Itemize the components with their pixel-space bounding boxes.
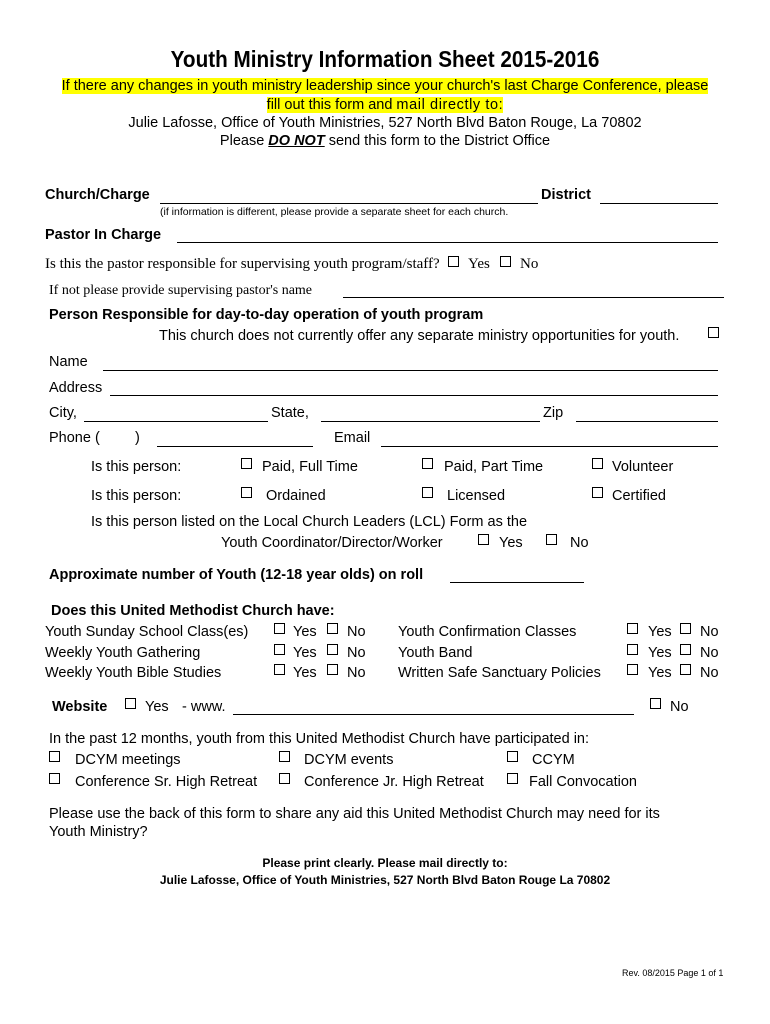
- ccym-label: CCYM: [532, 752, 575, 768]
- state-label: State,: [271, 405, 309, 421]
- lcl-yes-label: Yes: [499, 535, 523, 551]
- licensed-checkbox[interactable]: [422, 487, 433, 498]
- pastor-label: Pastor In Charge: [45, 227, 162, 243]
- program-left-1-yes-checkbox[interactable]: [274, 623, 285, 634]
- program-right-2-no-label: No: [700, 645, 719, 661]
- program-right-3-yes-checkbox[interactable]: [627, 664, 638, 675]
- program-left-1-yes-label: Yes: [293, 624, 317, 640]
- supervise-no-checkbox[interactable]: [500, 256, 511, 267]
- notice-line-1: [44, 78, 726, 94]
- city-field[interactable]: [84, 421, 268, 422]
- do-not-send-emphasis: DO NOT: [268, 133, 325, 149]
- phone-field[interactable]: [157, 446, 313, 447]
- jr-high-retreat-label: Conference Jr. High Retreat: [304, 774, 484, 790]
- program-right-1-no-checkbox[interactable]: [680, 623, 691, 634]
- lcl-question-line-2: Youth Coordinator/Director/Worker: [221, 535, 443, 551]
- dcym-events-label: DCYM events: [304, 752, 394, 768]
- program-left-3-yes-checkbox[interactable]: [274, 664, 285, 675]
- program-right-1: Youth Confirmation Classes: [398, 624, 577, 640]
- is-this-person-label-2: Is this person:: [91, 488, 182, 504]
- district-label: District: [541, 187, 591, 203]
- paid-full-checkbox[interactable]: [241, 458, 252, 469]
- supervising-pastor-label: If not please provide supervising pastor's name: [49, 283, 313, 298]
- lcl-yes-checkbox[interactable]: [478, 534, 489, 545]
- church-charge-field[interactable]: [160, 203, 538, 204]
- supervise-question: Is this the pastor responsible for supervising youth program/staff?: [45, 256, 440, 272]
- paid-part-label: Paid, Part Time: [444, 459, 544, 475]
- program-right-2-yes-checkbox[interactable]: [627, 644, 638, 655]
- pastor-field[interactable]: [177, 242, 718, 243]
- notice-text-2b: mail directly to:: [396, 97, 504, 113]
- jr-high-retreat-checkbox[interactable]: [279, 773, 290, 784]
- program-right-2: Youth Band: [398, 645, 473, 661]
- paid-full-label: Paid, Full Time: [262, 459, 358, 475]
- sr-high-retreat-label: Conference Sr. High Retreat: [75, 774, 258, 790]
- program-left-2-no-checkbox[interactable]: [327, 644, 338, 655]
- programs-heading: Does this United Methodist Church have:: [51, 603, 335, 619]
- program-right-1-yes-checkbox[interactable]: [627, 623, 638, 634]
- zip-field[interactable]: [576, 421, 718, 422]
- website-no-checkbox[interactable]: [650, 698, 661, 709]
- phone-label: Phone (: [49, 430, 100, 446]
- footer-mail-address: Julie Lafosse, Office of Youth Ministries, 527 North Blvd Baton Rouge La 70802: [159, 873, 611, 887]
- person-heading: Person Responsible for day-to-day operation of youth program: [49, 307, 484, 323]
- page-title: Youth Ministry Information Sheet 2015-2016: [170, 46, 600, 72]
- program-left-2-yes-checkbox[interactable]: [274, 644, 285, 655]
- program-right-1-no-label: No: [700, 624, 719, 640]
- website-url-field[interactable]: [233, 714, 634, 715]
- program-left-2-no-label: No: [347, 645, 366, 661]
- ordained-checkbox[interactable]: [241, 487, 252, 498]
- lcl-no-checkbox[interactable]: [546, 534, 557, 545]
- notice-line-2: [0, 97, 770, 113]
- certified-label: Certified: [612, 488, 666, 504]
- church-charge-label: Church/Charge: [45, 187, 150, 203]
- lcl-no-label: No: [570, 535, 589, 551]
- program-left-1-no-label: No: [347, 624, 366, 640]
- program-right-2-no-checkbox[interactable]: [680, 644, 691, 655]
- email-label: Email: [334, 430, 371, 446]
- supervise-no-label: No: [520, 256, 539, 272]
- mailing-address: Julie Lafosse, Office of Youth Ministries, 527 North Blvd Baton Rouge, La 70802: [128, 115, 642, 131]
- fall-convocation-label: Fall Convocation: [529, 774, 637, 790]
- licensed-label: Licensed: [447, 488, 506, 504]
- certified-checkbox[interactable]: [592, 487, 603, 498]
- sr-high-retreat-checkbox[interactable]: [49, 773, 60, 784]
- city-label: City,: [49, 405, 77, 421]
- program-right-3: Written Safe Sanctuary Policies: [398, 665, 601, 681]
- address-field[interactable]: [110, 395, 718, 396]
- fall-convocation-checkbox[interactable]: [507, 773, 518, 784]
- youth-count-field[interactable]: [450, 582, 584, 583]
- zip-label: Zip: [543, 405, 564, 421]
- no-separate-ministry-checkbox[interactable]: [708, 327, 719, 338]
- program-right-2-yes-label: Yes: [648, 645, 672, 661]
- ordained-label: Ordained: [266, 488, 326, 504]
- program-right-3-no-label: No: [700, 665, 719, 681]
- program-left-3: Weekly Youth Bible Studies: [45, 665, 222, 681]
- state-field[interactable]: [321, 421, 540, 422]
- program-left-2-yes-label: Yes: [293, 645, 317, 661]
- supervising-pastor-field[interactable]: [343, 297, 724, 298]
- do-not-send-note: [0, 133, 770, 149]
- lcl-question-line-1: Is this person listed on the Local Church Leaders (LCL) Form as the: [91, 514, 528, 530]
- do-not-send-a: Please: [219, 133, 269, 149]
- back-note-line-2: Youth Ministry?: [49, 824, 148, 840]
- paid-part-checkbox[interactable]: [422, 458, 433, 469]
- supervise-yes-label: Yes: [468, 256, 490, 272]
- youth-count-label: Approximate number of Youth (12-18 year olds) on roll: [49, 567, 424, 583]
- volunteer-checkbox[interactable]: [592, 458, 603, 469]
- phone-close-paren: ): [135, 430, 140, 446]
- name-label: Name: [49, 354, 88, 370]
- program-right-3-yes-label: Yes: [648, 665, 672, 681]
- program-left-2: Weekly Youth Gathering: [45, 645, 201, 661]
- volunteer-label: Volunteer: [612, 459, 674, 475]
- church-note: (if information is different, please provide a separate sheet for each church.: [160, 206, 509, 218]
- notice-text-2a: fill out this form and: [266, 97, 397, 113]
- website-www-label: - www.: [182, 699, 226, 715]
- program-left-3-no-checkbox[interactable]: [327, 664, 338, 675]
- program-left-1: Youth Sunday School Class(es): [45, 624, 249, 640]
- dcym-events-checkbox[interactable]: [279, 751, 290, 762]
- district-field[interactable]: [600, 203, 718, 204]
- website-label: Website: [52, 699, 108, 715]
- do-not-send-c: send this form to the District Office: [324, 133, 551, 149]
- email-field[interactable]: [381, 446, 718, 447]
- program-left-3-no-label: No: [347, 665, 366, 681]
- website-yes-label: Yes: [145, 699, 169, 715]
- program-left-1-no-checkbox[interactable]: [327, 623, 338, 634]
- print-clearly-note: Please print clearly. Please mail directly to:: [262, 856, 508, 870]
- dcym-meetings-checkbox[interactable]: [49, 751, 60, 762]
- revision-note: Rev. 08/2015 Page 1 of 1: [622, 968, 724, 978]
- name-field[interactable]: [103, 370, 718, 371]
- dcym-meetings-label: DCYM meetings: [75, 752, 181, 768]
- notice-text-1: If there any changes in youth ministry leadership since your church's last Charge Conference, please: [61, 78, 709, 94]
- program-left-3-yes-label: Yes: [293, 665, 317, 681]
- program-right-3-no-checkbox[interactable]: [680, 664, 691, 675]
- back-note-line-1: Please use the back of this form to share any aid this United Methodist Church may need for its: [49, 806, 660, 822]
- past-year-intro: In the past 12 months, youth from this United Methodist Church have participated in:: [49, 731, 590, 747]
- website-yes-checkbox[interactable]: [125, 698, 136, 709]
- website-no-label: No: [670, 699, 689, 715]
- program-right-1-yes-label: Yes: [648, 624, 672, 640]
- address-label: Address: [49, 380, 103, 396]
- is-this-person-label-1: Is this person:: [91, 459, 182, 475]
- supervise-yes-checkbox[interactable]: [448, 256, 459, 267]
- no-separate-ministry-text: This church does not currently offer any separate ministry opportunities for youth.: [159, 328, 680, 344]
- ccym-checkbox[interactable]: [507, 751, 518, 762]
